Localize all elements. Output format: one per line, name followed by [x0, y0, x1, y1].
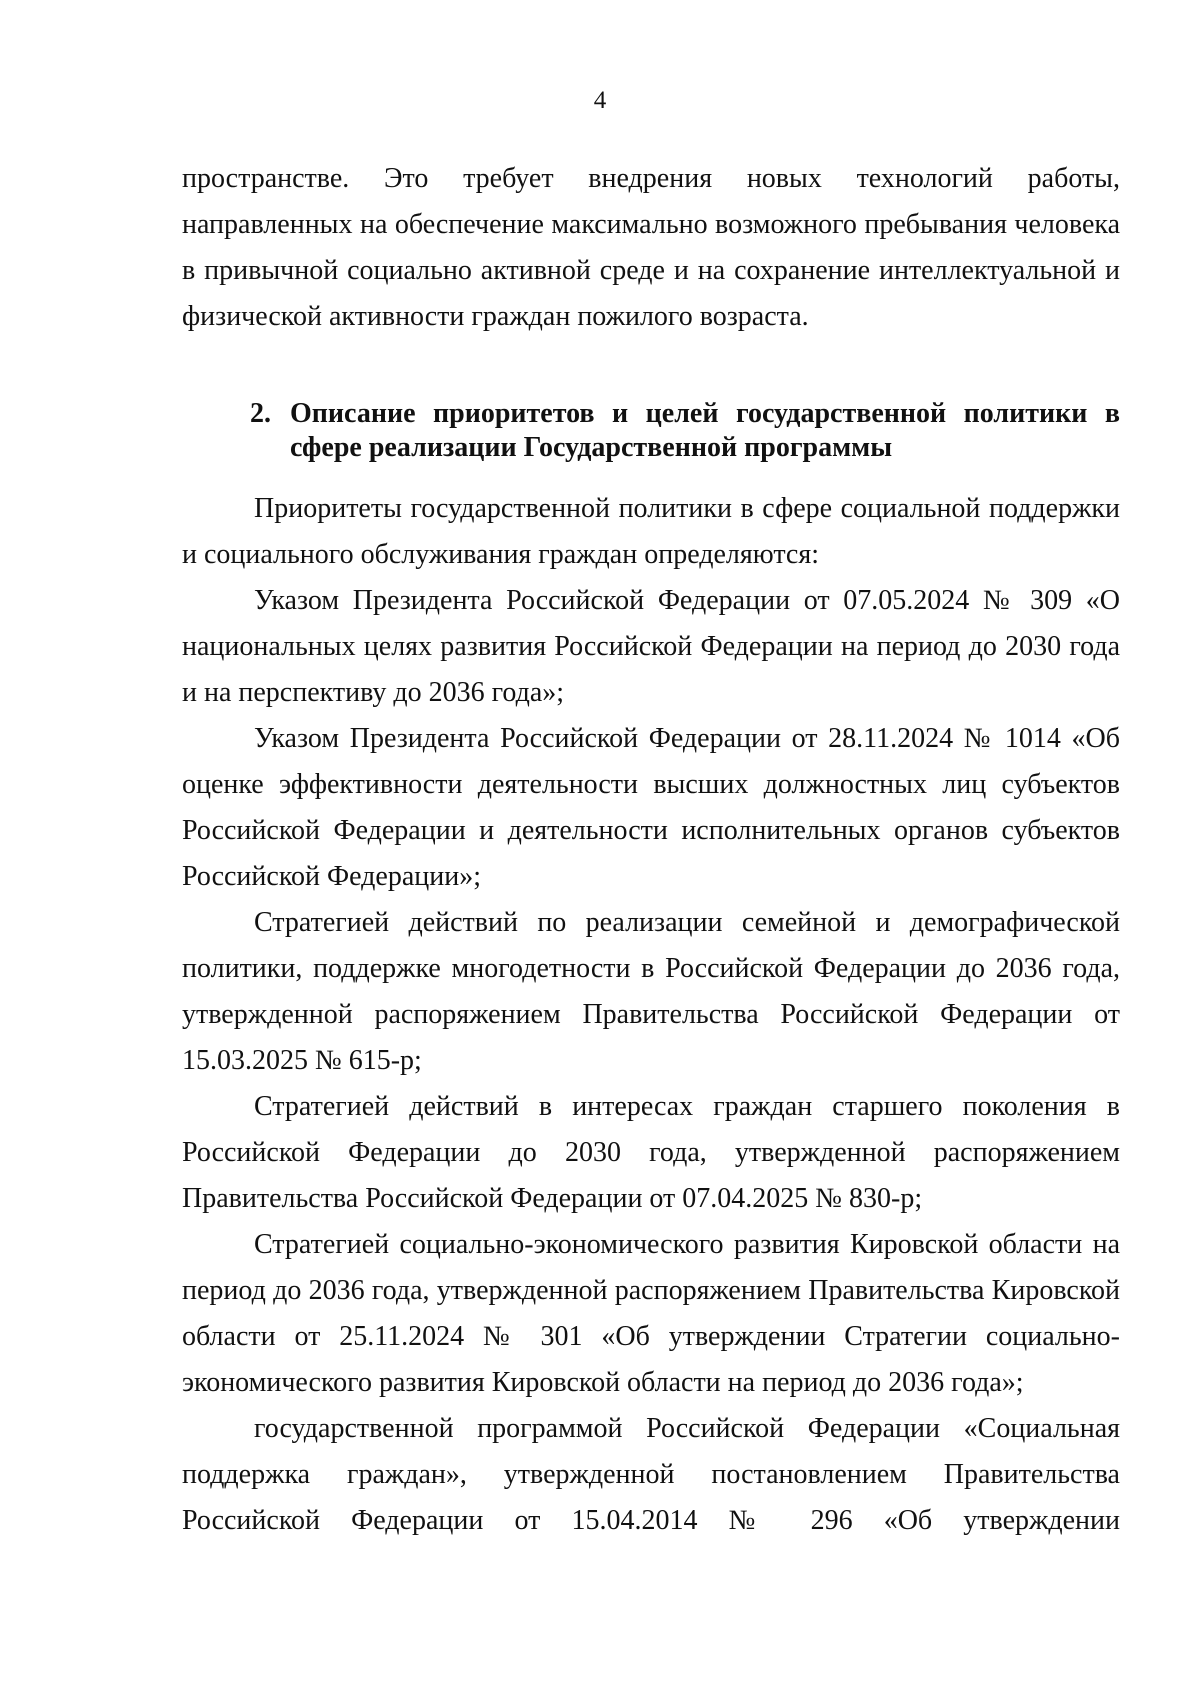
paragraph-kirov-strategy: Стратегией социально-экономического развития Кировской области на период до 2036 года, утвержденной распоряжением Правительства Кировской области от 25.11.2024 № 301 «Об утверждении Стратегии социально-экономического развития Кировской области на период до 2036 года»;	[182, 1229, 1120, 1398]
intro-paragraph: пространстве. Это требует внедрения новых технологий работы, направленных на обеспечение максимально возможного пребывания человека в привычной социально активной среде и на сохранение интеллектуальной и физической активности граждан пожилого возраста.	[182, 163, 1120, 332]
paragraph-state-program: государственной программой Российской Федерации «Социальная поддержка граждан», утвержденной постановлением Правительства Российской Федерации от 15.04.2014 № 296 «Об утверждении	[182, 1413, 1120, 1536]
section-title: Описание приоритетов и целей государственной политики в сфере реализации Государственной программы	[290, 398, 1120, 463]
page-number: 4	[593, 87, 607, 114]
intro-block	[182, 156, 1120, 340]
paragraph-elderly-strategy: Стратегией действий в интересах граждан старшего поколения в Российской Федерации до 2030 года, утвержденной распоряжением Правительства Российской Федерации от 07.04.2025 № 830-р;	[182, 1091, 1120, 1214]
paragraph-decree-1014: Указом Президента Российской Федерации от 28.11.2024 № 1014 «Об оценке эффективности деятельности высших должностных лиц субъектов Российской Федерации и деятельности исполнительных органов субъектов Российской Федерации»;	[182, 723, 1120, 892]
paragraph-decree-309: Указом Президента Российской Федерации от 07.05.2024 № 309 «О национальных целях развития Российской Федерации на период до 2030 года и на перспективу до 2036 года»;	[182, 585, 1120, 708]
section-heading	[250, 397, 1120, 465]
paragraph-family-strategy: Стратегией действий по реализации семейной и демографической политики, поддержке многодетности в Российской Федерации до 2036 года, утвержденной распоряжением Правительства Российской Федерации от 15.03.2025 № 615-р;	[182, 907, 1120, 1076]
main-text-block	[182, 486, 1120, 1544]
paragraph-priorities: Приоритеты государственной политики в сфере социальной поддержки и социального обслуживания граждан определяются:	[182, 493, 1120, 570]
section-number: 2.	[250, 398, 271, 429]
